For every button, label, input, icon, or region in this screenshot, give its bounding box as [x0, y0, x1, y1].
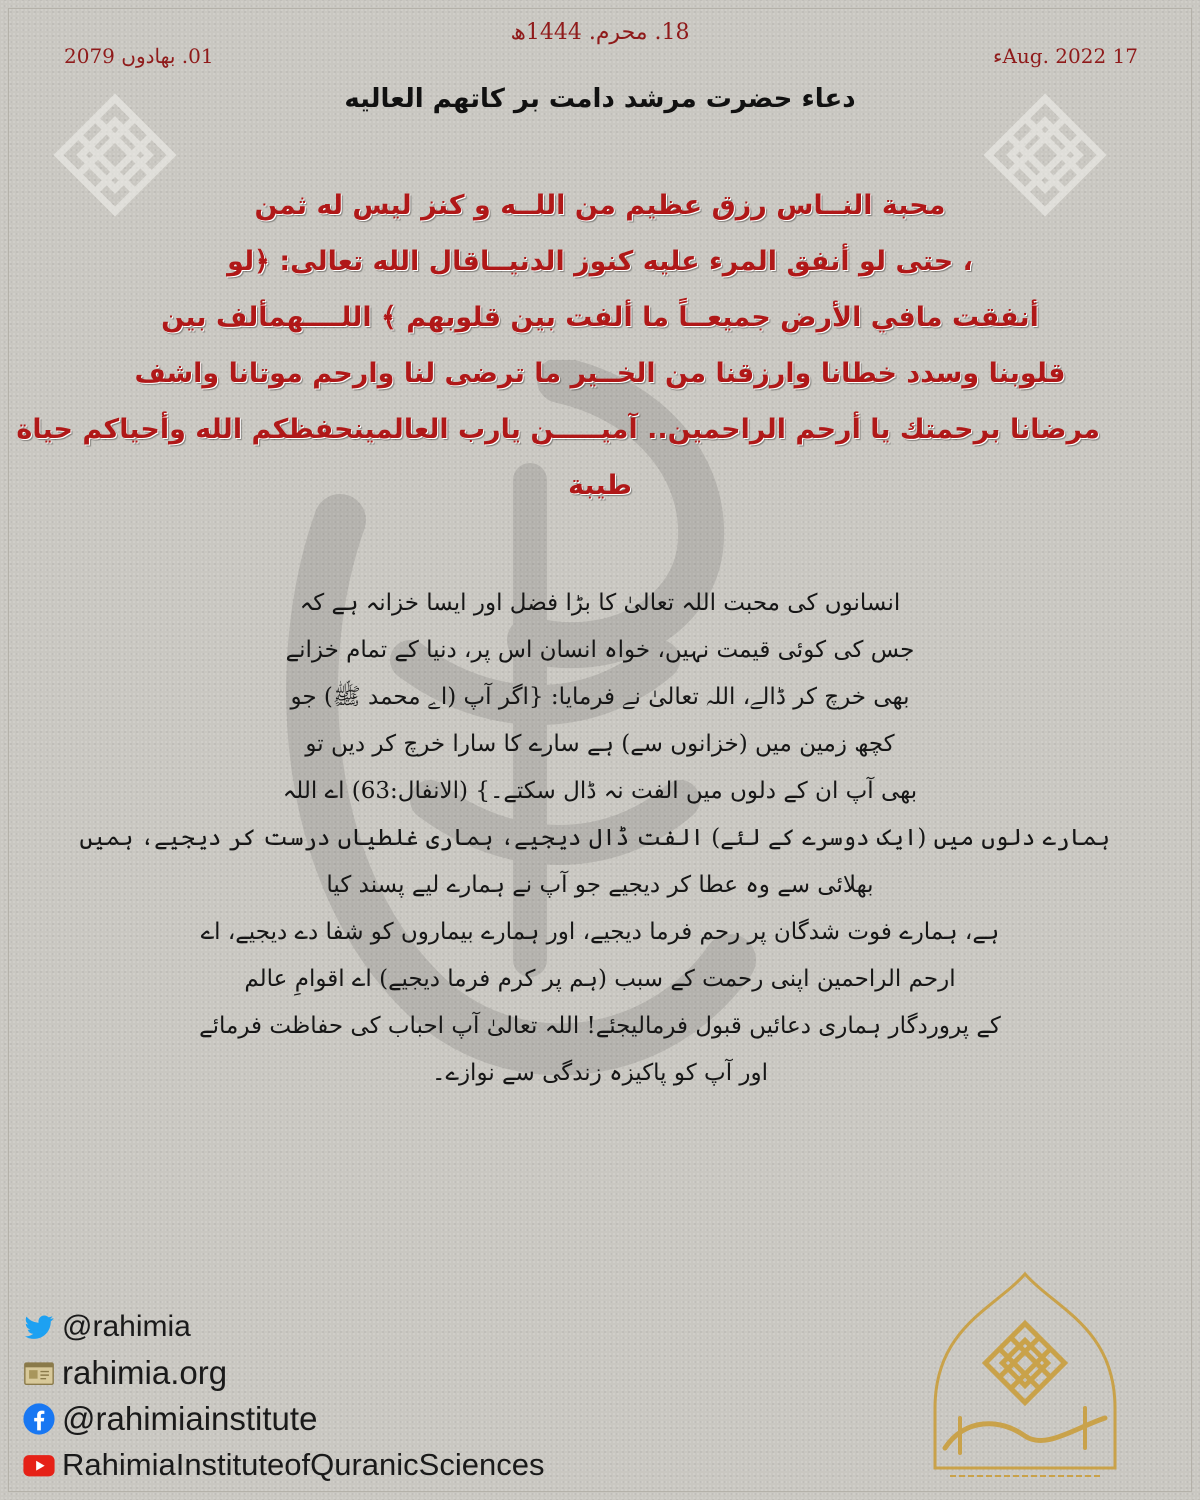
urdu-line: بھلائی سے وہ عطا کر دیجیے جو آپ نے ہمارے لیے پسند کیا	[326, 872, 874, 898]
arabic-line: قلوبنا وسدد خطانا وارزقنا من الخــير ما ترضى لنا وارحم موتانا واشف	[134, 358, 1066, 389]
urdu-line: اور آپ کو پاکیزہ زندگی سے نوازے۔	[432, 1060, 768, 1086]
youtube-channel: RahimiaInstituteofQuranicSciences	[62, 1447, 545, 1482]
twitter-handle: @rahimia	[62, 1310, 191, 1343]
urdu-line: ارحم الراحمین اپنی رحمت کے سبب (ہم پر کرم فرما دیجیے) اے اقوامِ عالم	[244, 966, 956, 992]
website-url: rahimia.org	[62, 1354, 228, 1391]
social-links	[22, 1304, 722, 1488]
urdu-line: ہے، ہمارے فوت شدگان پر رحم فرما دیجیے، اور ہمارے بیماروں کو شفا دے دیجیے، اے	[200, 919, 1000, 945]
arabic-prayer	[16, 178, 1100, 514]
urdu-line: کے پروردگار ہماری دعائیں قبول فرمالیجئے! اللہ تعالیٰ آپ احباب کی حفاظت فرمائے	[199, 1013, 1001, 1039]
gregorian-date: 17 Aug. 2022ء	[993, 44, 1138, 68]
twitter-bird-icon	[22, 1310, 56, 1344]
hijri-date: 18. محرم. 1444ھ	[510, 20, 690, 45]
bikrami-date: 01. بھادوں 2079	[64, 44, 214, 68]
youtube-play-icon	[22, 1448, 56, 1482]
urdu-line: جس کی کوئی قیمت نہیں، خواہ انسان اس پر، دنیا کے تمام خزانے	[285, 637, 915, 663]
arabic-line: أنفقت مافي الأرض جميعــاً ما ألفت بين قلوبهم ﴾ اللــــهمألف بين	[161, 302, 1039, 333]
urdu-line: کچھ زمین میں (خزانوں سے) ہے سارے کا سارا خرچ کر دیں تو	[305, 731, 895, 757]
web-page-icon	[22, 1356, 56, 1390]
youtube-link[interactable]	[22, 1442, 722, 1488]
page-title: دعاء حضرت مرشد دامت بر کاتهم العالیه	[344, 84, 856, 114]
urdu-line: بھی آپ ان کے دلوں میں الفت نہ ڈال سکتے۔} (الانفال:63) اے اللہ	[282, 778, 918, 804]
urdu-line: بھی خرچ کر ڈالے، اللہ تعالیٰ نے فرمایا: {اگر آپ (اے محمد ﷺ) جو	[290, 684, 910, 710]
facebook-handle: @rahimiainstitute	[62, 1400, 318, 1437]
arabic-line: ، حتى لو أنفق المرء عليه كنوز الدنيــاقال الله تعالى: ﴿لو	[227, 246, 973, 277]
facebook-link[interactable]	[22, 1396, 722, 1442]
arabic-line: مرضانا برحمتك يا أرحم الراحمين.. آميـــــن يارب العالمينحفظكم الله وأحياكم حياة	[16, 414, 1100, 445]
website-link[interactable]	[22, 1350, 722, 1396]
arabic-line: محبة النــاس رزق عظيم من اللــه و كنز ليس له ثمن	[254, 190, 946, 221]
facebook-logo-icon	[22, 1402, 56, 1436]
urdu-translation	[79, 580, 1110, 1097]
rahimia-institute-logo	[905, 1268, 1145, 1490]
arabic-line: طيبة	[568, 470, 632, 501]
urdu-line: انسانوں کی محبت اللہ تعالیٰ کا بڑا فضل اور ایسا خزانہ ہے کہ	[299, 590, 901, 616]
twitter-link[interactable]	[22, 1304, 722, 1350]
urdu-line: ہمارے دلوں میں (ایک دوسرے کے لئے) الفت ڈال دیجیے، ہماری غلطیاں درست کر دیجیے، ہمیں	[79, 825, 1110, 851]
